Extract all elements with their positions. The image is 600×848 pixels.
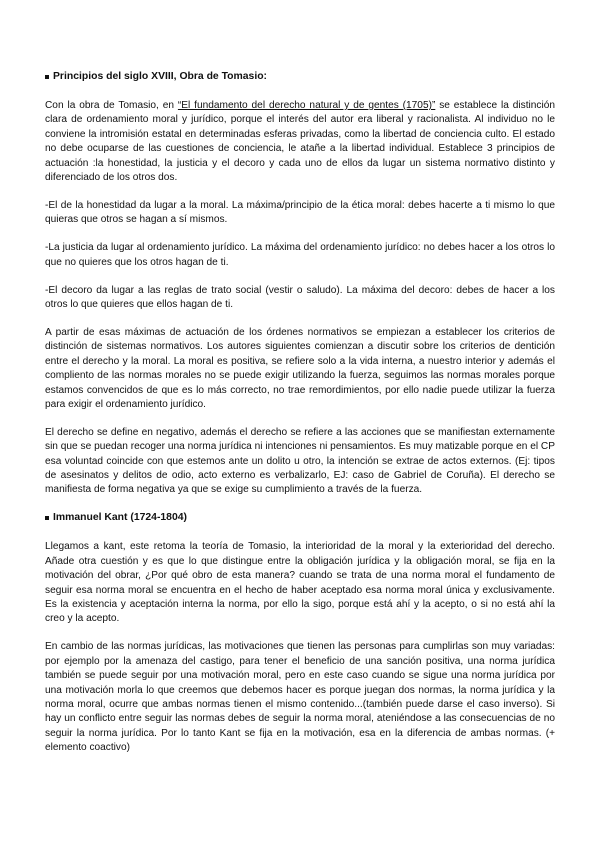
paragraph-kant-intro: Llegamos a kant, este retoma la teoría de Tomasio, la interioridad de la moral y la exterioridad del derecho. Añade otra cuestión y es que lo que distingue entre la obligación jurídica y la obligación moral, se fija en la motivación del obrar, ¿Por qué obro de esta manera? cuando se trata de una norma moral el fundamento de seguir esa norma moral se encuentra en el hecho de haber aceptado esa norma moral única y exclusivamente. Es la existencia y aceptación interna la norma, por ello la sigo, porque está ahí y la acepto, o si no está ahí la creo y la acepto. <box>45 541 555 625</box>
intro-paragraph <box>45 99 555 185</box>
paragraph-normas-juridicas: En cambio de las normas jurídicas, las motivaciones que tienen las personas para cumplirlas son muy variadas: por ejemplo por la amenaza del castigo, para tener el beneficio de una sanción positiva, una norma jurídica también se puede seguir por una motivación moral, pero en este caso cuando se sigue una norma jurídica por una motivación morla lo que creemos que debemos hacer es porque juegan dos normas, la norma jurídica y la norma moral, ocurre que ambas normas tienen el mismo contenido...(también puede darse el caso inverso). Si hay un conflicto entre seguir las normas debes de seguir la norma moral, ateniéndose a las consecuencias de no seguir la norma jurídica. Por lo tanto Kant se fija en la motivación, esa en la diferencia de ambas normas. (+ elemento coactivo) <box>45 641 555 754</box>
section-heading-tomasio <box>45 70 555 84</box>
paragraph-criterios: A partir de esas máximas de actuación de los órdenes normativos se empiezan a establecer los criterios de distinción de sistemas normativos. Los autores siguientes comienzan a discutir sobre los criterios de dentición entre el derecho y la moral. La moral es positiva, se refiere solo a la vida interna, a nuestro interior y además el compliento de las normas morales no se puede exigir utilizando la fuerza, seguimos las normas morales porque estamos convencidos de que es lo más correcto, no trae remordimientos, por ello nadie puede utilizar la fuerza para exigir el ordenamiento jurídico. <box>45 326 555 410</box>
section-heading-kant <box>45 511 555 525</box>
bullet-icon <box>45 516 49 520</box>
bullet-icon <box>45 75 49 79</box>
heading-text: Principios del siglo XVIII, Obra de Tomasio: <box>53 71 268 82</box>
book-title-link: “El fundamento del derecho natural y de gentes (1705)” <box>177 100 436 111</box>
intro-text-before: Con la obra de Tomasio, en <box>45 100 178 111</box>
paragraph-justicia: -La justicia da lugar al ordenamiento jurídico. La máxima del ordenamiento jurídico: no debes hacer a los otros lo que no quieres que los otros hagan de ti. <box>45 242 555 268</box>
paragraph-decoro: -El decoro da lugar a las reglas de trato social (vestir o saludo). La máxima del decoro: debes de hacer a los otros lo que quieres que ellos hagan de ti. <box>45 284 555 310</box>
heading-text: Immanuel Kant (1724-1804) <box>53 512 187 524</box>
paragraph-honestidad: -El de la honestidad da lugar a la moral. La máxima/principio de la ética moral: debes hacerte a ti mismo lo que quieras que otros se hagan a sí mismos. <box>45 199 555 226</box>
paragraph-derecho-negativo: El derecho se define en negativo, además el derecho se refiere a las acciones que se manifiestan externamente sin que se puedan recoger una norma jurídica ni intenciones ni pensamientos. Es muy matizable porque en el CP esa voluntad coincide con que estemos ante un dolito u otro, la intención se extrae de actos externos. (Ej: tipos de asesinatos y delitos de odio, acto externo es verbalizarlo, EJ: caso de Gabriel de Coruña). El derecho se manifiesta de forma negativa ya que se exige su cumplimiento a través de la fuerza. <box>45 426 555 496</box>
intro-text-after: se establece la distinción clara de ordenamiento moral y jurídico, porque el interés del autor era liberal y racionalista. Al individuo no le conviene la intromisión estatal en determinadas esferas privadas, como la libertad de conciencia culto. El estado no debe ocuparse de las cuestiones de conciencia, le atañe a la libertad individual. Establece 3 principios de actuación :la honestidad, la justicia y el decoro y cada uno de ellos da lugar un sistema normativo distinto y diferenciado de los otros dos. <box>45 100 555 184</box>
